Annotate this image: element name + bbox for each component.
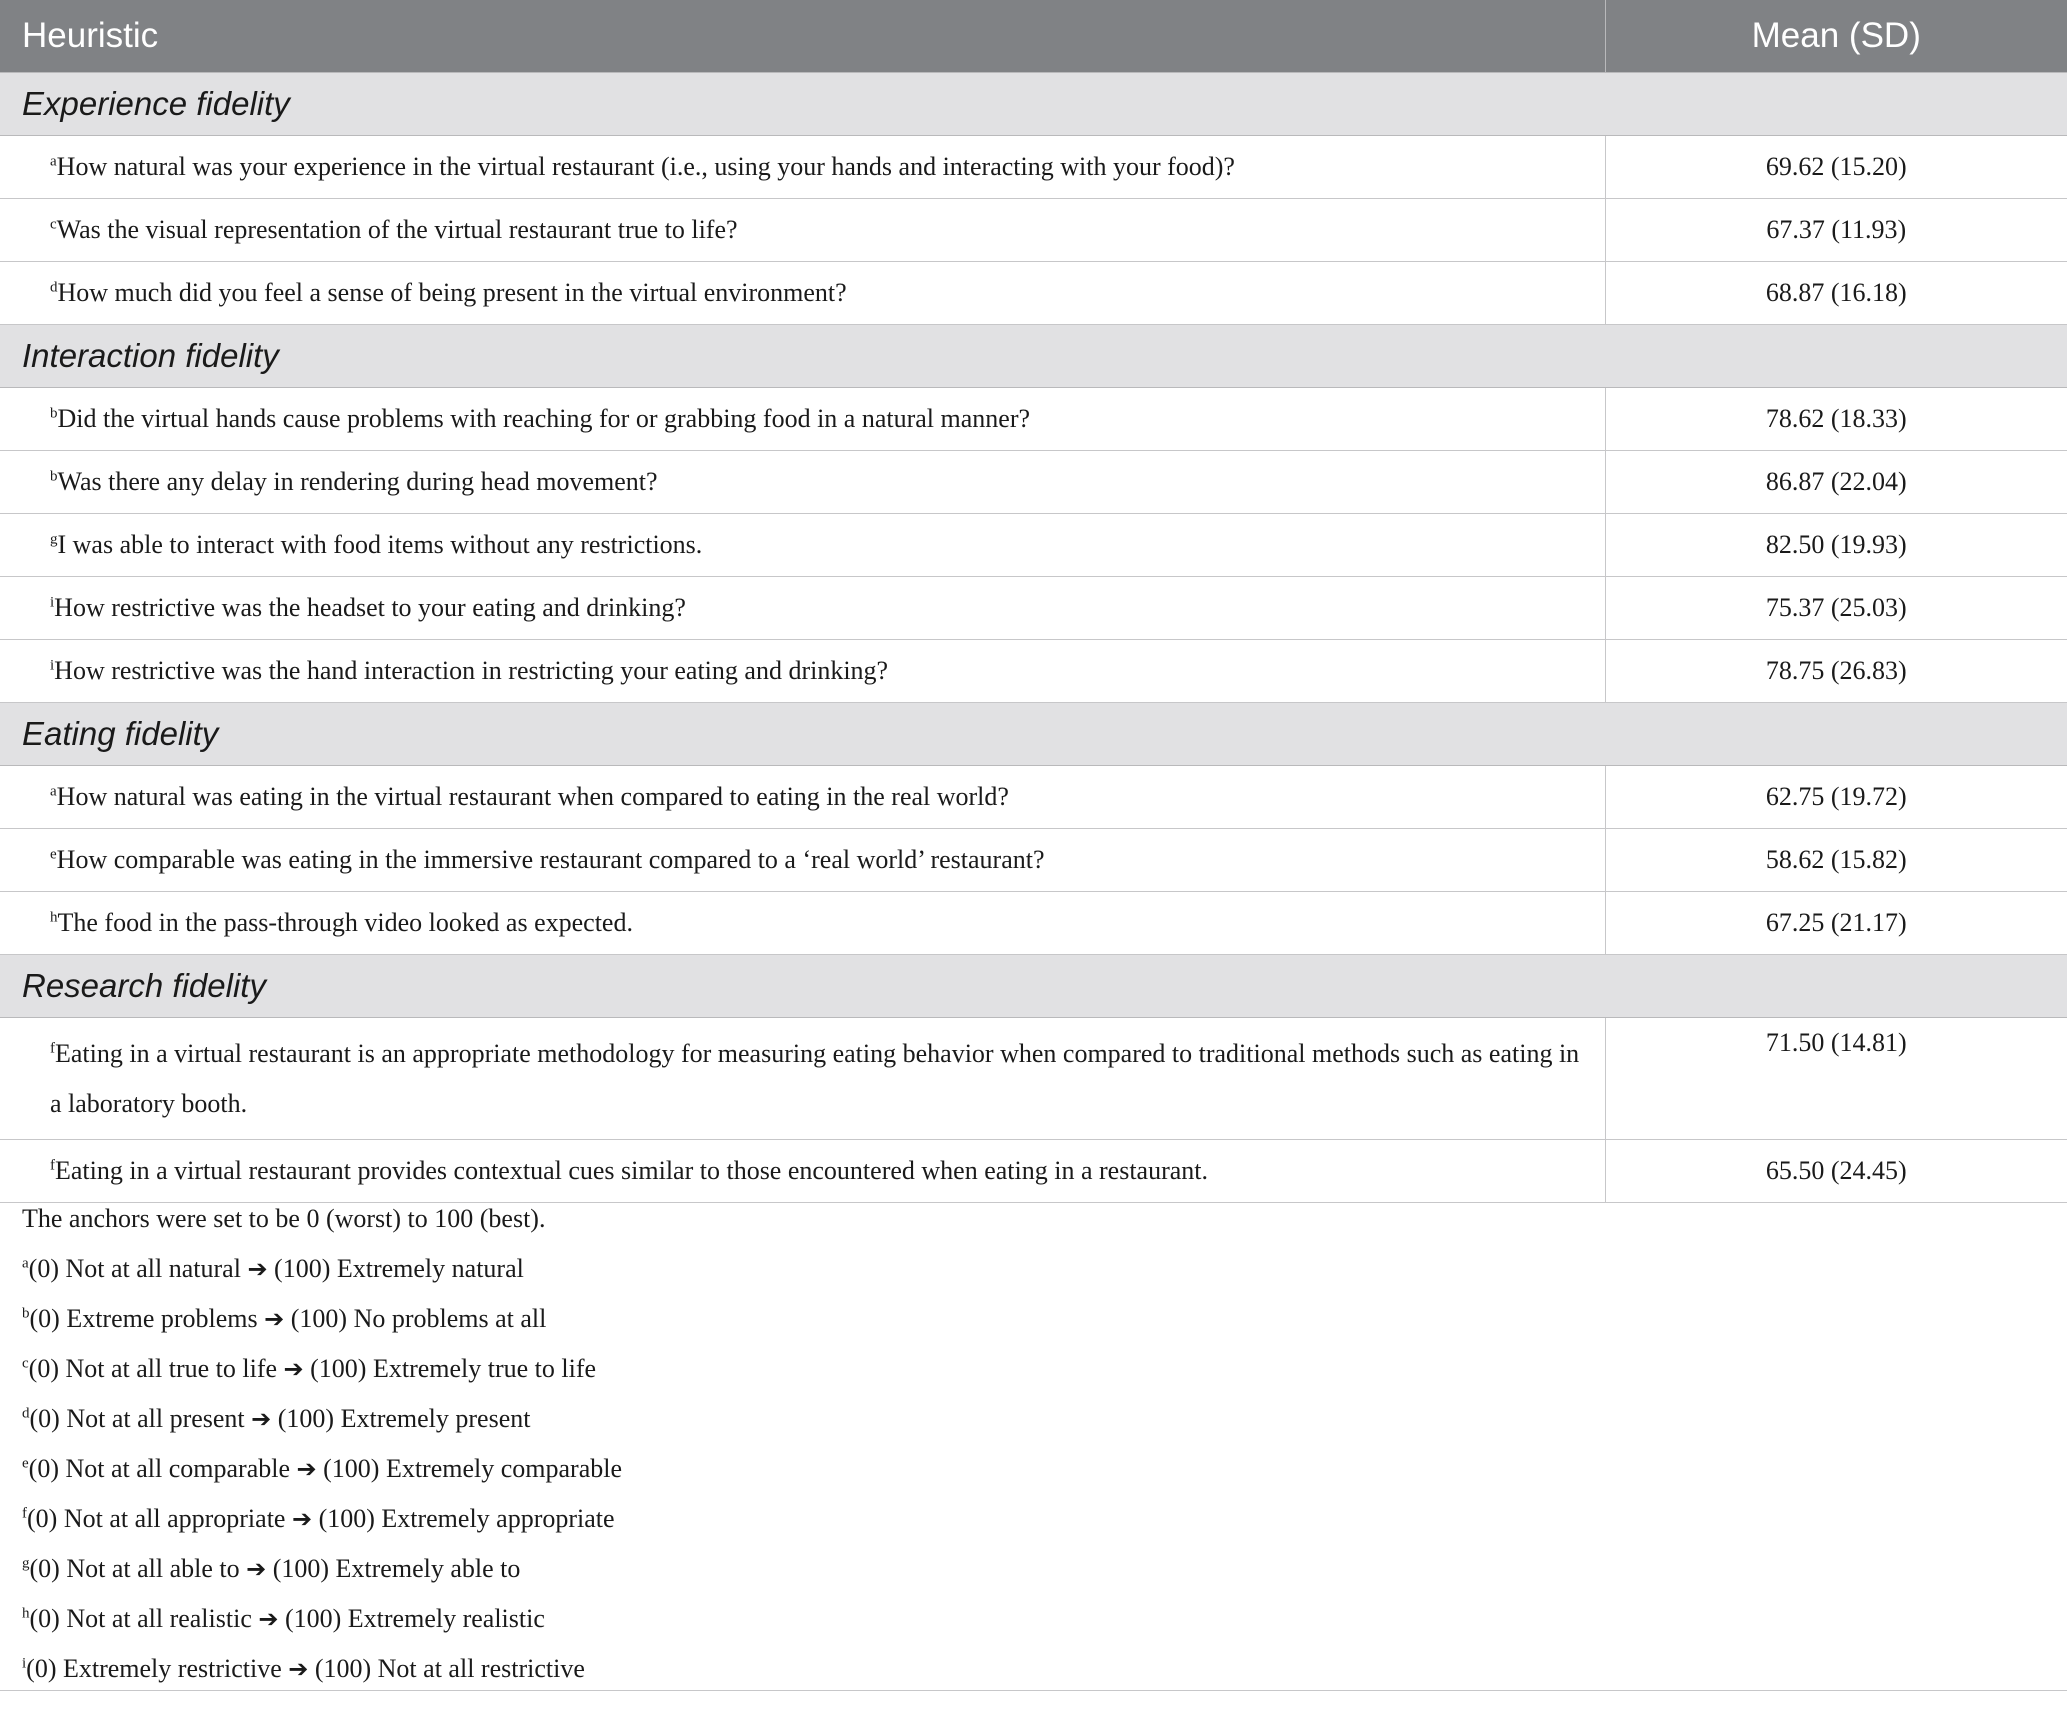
- anchor-marker: f: [50, 1157, 55, 1174]
- anchor-marker: a: [50, 783, 57, 800]
- footnote-anchor: [22, 1644, 2067, 1694]
- question-text: The food in the pass-through video looked as expected.: [57, 908, 633, 937]
- table-row: [0, 388, 2067, 451]
- arrow-icon: ➔: [296, 1455, 317, 1483]
- footnote-anchor: [22, 1394, 2067, 1444]
- table-row: [0, 136, 2067, 199]
- anchor-low: (0) Extremely restrictive: [26, 1654, 282, 1683]
- table-row: [0, 829, 2067, 892]
- mean-sd-cell: 67.37 (11.93): [1605, 199, 2067, 262]
- anchor-marker: f: [22, 1505, 27, 1522]
- question-cell: [0, 766, 1605, 829]
- anchor-low: (0) Not at all natural: [28, 1254, 241, 1283]
- question-text: How much did you feel a sense of being present in the virtual environment?: [57, 278, 847, 307]
- arrow-icon: ➔: [258, 1605, 279, 1633]
- question-cell: [0, 514, 1605, 577]
- question-cell: [0, 199, 1605, 262]
- question-text: Eating in a virtual restaurant is an appropriate methodology for measuring eating behavior when compared to traditional methods such as eating in a laboratory booth.: [50, 1038, 1580, 1118]
- question-text: How natural was eating in the virtual restaurant when compared to eating in the real world?: [56, 782, 1009, 811]
- footnote-anchor: [22, 1544, 2067, 1594]
- table-row: [0, 640, 2067, 703]
- anchor-low: (0) Not at all true to life: [28, 1354, 278, 1383]
- footnote-anchor: [22, 1444, 2067, 1494]
- question-cell: [0, 451, 1605, 514]
- question-cell: [0, 829, 1605, 892]
- anchor-marker: c: [50, 216, 57, 233]
- section-row: [0, 955, 2067, 1018]
- anchor-high: (100) Extremely true to life: [310, 1354, 597, 1383]
- question-cell: [0, 892, 1605, 955]
- table-row: [0, 892, 2067, 955]
- footnote-intro: The anchors were set to be 0 (worst) to 100 (best).: [22, 1204, 546, 1233]
- footnote-anchor: [22, 1594, 2067, 1644]
- arrow-icon: ➔: [283, 1355, 304, 1383]
- mean-sd-cell: 62.75 (19.72): [1605, 766, 2067, 829]
- anchor-marker: b: [50, 405, 58, 422]
- mean-sd-cell: 58.62 (15.82): [1605, 829, 2067, 892]
- question-text: Did the virtual hands cause problems with reaching for or grabbing food in a natural manner?: [57, 404, 1031, 433]
- question-cell: [0, 136, 1605, 199]
- anchor-low: (0) Not at all present: [29, 1404, 245, 1433]
- table-footnotes: [0, 1181, 2067, 1691]
- header-heuristic: Heuristic: [0, 0, 1605, 73]
- question-text: Was there any delay in rendering during head movement?: [57, 467, 658, 496]
- section-row: [0, 73, 2067, 136]
- anchor-high: (100) Extremely present: [277, 1404, 531, 1433]
- table-body: [0, 73, 2067, 1203]
- mean-sd-cell: 78.75 (26.83): [1605, 640, 2067, 703]
- anchor-marker: c: [22, 1355, 29, 1372]
- footnote-anchor: [22, 1294, 2067, 1344]
- anchor-high: (100) Extremely natural: [274, 1254, 524, 1283]
- question-text: How restrictive was the headset to your eating and drinking?: [54, 593, 686, 622]
- anchor-marker: h: [22, 1605, 30, 1622]
- anchor-marker: e: [50, 846, 57, 863]
- anchor-high: (100) No problems at all: [290, 1304, 547, 1333]
- question-cell: [0, 388, 1605, 451]
- mean-sd-cell: 82.50 (19.93): [1605, 514, 2067, 577]
- anchor-low: (0) Not at all able to: [29, 1554, 240, 1583]
- anchor-marker: g: [22, 1555, 30, 1572]
- footnote-anchor: [22, 1494, 2067, 1544]
- mean-sd-cell: 71.50 (14.81): [1605, 1018, 2067, 1140]
- question-cell: [0, 262, 1605, 325]
- footnote-anchor: [22, 1344, 2067, 1394]
- table-row: [0, 514, 2067, 577]
- arrow-icon: ➔: [288, 1655, 309, 1683]
- table-header: [0, 0, 2067, 73]
- question-text: Was the visual representation of the virtual restaurant true to life?: [56, 215, 738, 244]
- anchor-marker: h: [50, 909, 58, 926]
- anchor-low: (0) Not at all appropriate: [27, 1504, 286, 1533]
- anchor-marker: d: [22, 1405, 30, 1422]
- arrow-icon: ➔: [291, 1505, 313, 1533]
- table-row: [0, 262, 2067, 325]
- anchor-marker: a: [22, 1255, 29, 1272]
- anchor-marker: i: [50, 594, 55, 611]
- section-row: [0, 703, 2067, 766]
- question-text: How natural was your experience in the virtual restaurant (i.e., using your hands and interacting with your food)?: [56, 152, 1235, 181]
- mean-sd-cell: 65.50 (24.45): [1605, 1140, 2067, 1203]
- anchor-low: (0) Not at all realistic: [29, 1604, 252, 1633]
- question-text: How restrictive was the hand interaction in restricting your eating and drinking?: [54, 656, 889, 685]
- table-row: [0, 1018, 2067, 1140]
- anchor-marker: d: [50, 279, 58, 296]
- anchor-high: (100) Not at all restrictive: [314, 1654, 585, 1683]
- table-row: [0, 199, 2067, 262]
- anchor-marker: a: [50, 153, 57, 170]
- mean-sd-cell: 69.62 (15.20): [1605, 136, 2067, 199]
- arrow-icon: ➔: [247, 1255, 268, 1283]
- header-row: [0, 0, 2067, 73]
- anchor-low: (0) Not at all comparable: [28, 1454, 291, 1483]
- header-mean-sd: Mean (SD): [1605, 0, 2067, 73]
- anchor-marker: b: [50, 468, 58, 485]
- footnote-anchor: [22, 1244, 2067, 1294]
- mean-sd-cell: 68.87 (16.18): [1605, 262, 2067, 325]
- anchor-marker: g: [50, 531, 58, 548]
- section-row: [0, 325, 2067, 388]
- question-text: I was able to interact with food items without any restrictions.: [57, 530, 703, 559]
- arrow-icon: ➔: [264, 1305, 285, 1333]
- mean-sd-cell: 75.37 (25.03): [1605, 577, 2067, 640]
- anchor-low: (0) Extreme problems: [29, 1304, 258, 1333]
- table-row: [0, 451, 2067, 514]
- section-title: Experience fidelity: [0, 73, 2067, 136]
- question-cell: [0, 1018, 1605, 1140]
- question-text: How comparable was eating in the immersive restaurant compared to a ‘real world’ restaurant?: [56, 845, 1045, 874]
- anchor-marker: e: [22, 1455, 29, 1472]
- anchor-marker: i: [50, 657, 55, 674]
- anchor-high: (100) Extremely realistic: [284, 1604, 545, 1633]
- anchor-high: (100) Extremely appropriate: [318, 1504, 615, 1533]
- arrow-icon: ➔: [246, 1555, 267, 1583]
- question-cell: [0, 640, 1605, 703]
- section-title: Eating fidelity: [0, 703, 2067, 766]
- mean-sd-cell: 78.62 (18.33): [1605, 388, 2067, 451]
- table-row: [0, 766, 2067, 829]
- question-cell: [0, 577, 1605, 640]
- mean-sd-cell: 67.25 (21.17): [1605, 892, 2067, 955]
- anchor-marker: f: [50, 1039, 55, 1056]
- section-title: Interaction fidelity: [0, 325, 2067, 388]
- question-text: Eating in a virtual restaurant provides contextual cues similar to those encountered when eating in a restaurant.: [55, 1156, 1209, 1185]
- section-title: Research fidelity: [0, 955, 2067, 1018]
- arrow-icon: ➔: [251, 1405, 272, 1433]
- anchor-marker: i: [22, 1655, 27, 1672]
- anchor-high: (100) Extremely able to: [272, 1554, 521, 1583]
- anchor-high: (100) Extremely comparable: [323, 1454, 622, 1483]
- table-row: [0, 577, 2067, 640]
- anchor-marker: b: [22, 1305, 30, 1322]
- mean-sd-cell: 86.87 (22.04): [1605, 451, 2067, 514]
